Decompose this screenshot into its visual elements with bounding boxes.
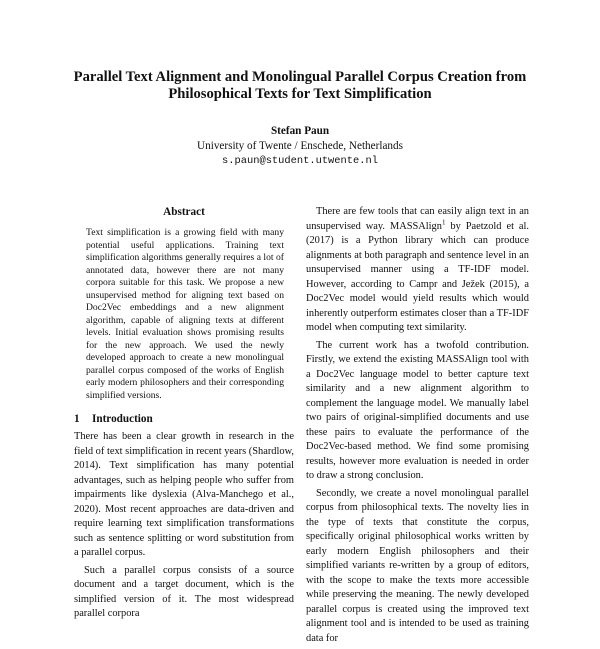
author-affiliation: University of Twente / Enschede, Netherlands: [197, 140, 403, 152]
section-heading-introduction: [74, 412, 294, 426]
section-number: 1: [74, 413, 80, 425]
left-column: [74, 205, 294, 625]
author-email: s.paun@student.utwente.nl: [222, 155, 378, 167]
right-column: [306, 205, 529, 649]
title-line-1: Parallel Text Alignment and Monolingual Parallel Corpus Creation from: [73, 69, 527, 85]
intro-paragraph-1: There has been a clear growth in research in the field of text simplification in recent years (Shardlow, 2014). Text simplification has many potential advantages, such as helping people who suffer from impairments like dyslexia (Alva-Manchego et al., 2020). Most recent approaches are data-driven and require learning text simplification transformations such as sentence splitting or word substitution from a parallel corpus.: [74, 431, 294, 558]
author-name: Stefan Paun: [270, 125, 330, 137]
paper-title: [40, 69, 560, 103]
abstract-heading: Abstract: [163, 206, 205, 218]
right-paragraph-1-part-b: by Paetzold et al. (2017) is a Python library which can produce alignments at both paragraph and sentence level in an unsupervised manner using a TF-IDF model. However, according to Campr and Ježek (2015), a Doc2Vec model would yield results which would inherently outperform estimates closer than a TF-IDF model when computing text similarity.: [306, 220, 529, 333]
title-line-2: Philosophical Texts for Text Simplification: [168, 86, 432, 102]
right-paragraph-1: [306, 205, 529, 336]
right-paragraph-1-part-a: There are few tools that can easily align text in an unsupervised way. MASSAlign: [306, 206, 529, 232]
right-paragraph-3: Secondly, we create a novel monolingual parallel corpus from philosophical texts. The novelty lies in the type of texts that constitute the corpus, specifically original philosophical works written by early modern English philosophers and their simplified variants re-written by a group of editors, with the scope to make the texts more accessible while preserving the meaning. The newly developed parallel corpus is created using the improved text alignment tool and is intended to be used as training data for: [306, 487, 529, 644]
author-block: [0, 124, 600, 169]
section-title: Introduction: [92, 413, 153, 425]
footnote-marker: 1: [441, 218, 446, 227]
right-paragraph-2: The current work has a twofold contribution. Firstly, we extend the existing MASSAlign tool with a Doc2Vec language model to better capture text similarity and a new alignment algorithm to complement the language model. We manually label two pairs of original-simplified documents and use these pairs to evaluate the performance of the Doc2Vec-based method. We find some promising results, however more evaluation is needed in order to draw a strong conclusion.: [306, 339, 529, 481]
abstract-text: Text simplification is a growing field with many potential useful applications. Training text simplification algorithms generally requires a lot of annotated data, however there are not many corpora suitable for this task. We propose a new unsupervised method for aligning text based on Doc2Vec embeddings and a new alignment algorithm, capable of aligning texts at different levels. Initial evaluation shows promising results for the new approach. We used the newly developed approach to create a new monolingual parallel corpus composed of the works of English early modern philosophers and their corresponding simplified versions.: [86, 227, 284, 401]
intro-paragraph-2: Such a parallel corpus consists of a source document and a target document, which is the simplified version of it. The most widespread parallel corpora: [74, 564, 294, 619]
